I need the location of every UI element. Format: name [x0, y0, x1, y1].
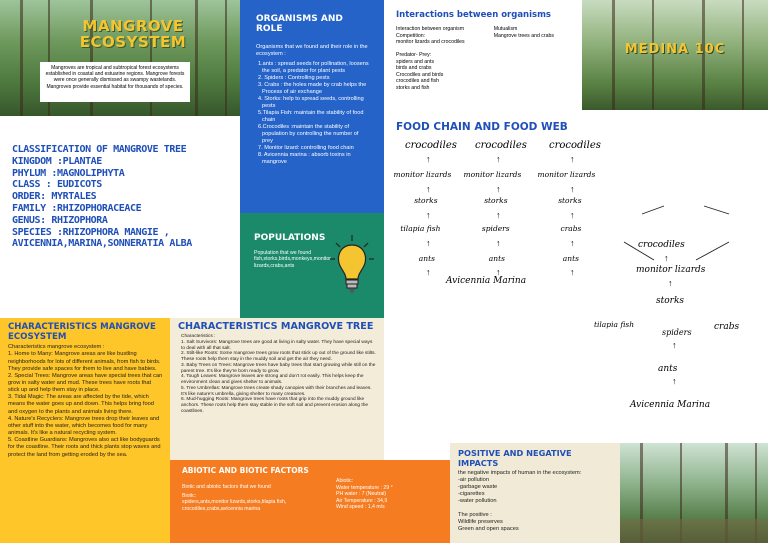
- food-chain-item: crabs: [560, 224, 582, 233]
- impacts-panel: [450, 443, 620, 543]
- up-arrow-icon: ↑: [496, 184, 501, 194]
- impact-line: -water pollution: [458, 498, 497, 504]
- classification-line: FAMILY :RHIZOPHORACEACE: [12, 202, 142, 214]
- up-arrow-icon: ↑: [570, 154, 575, 164]
- food-chain-item: storks: [484, 196, 508, 205]
- char-ecosystem-item: 2. Special Trees: Mangrove areas have special trees that can grow in salty water and mud. These trees have roots that stick up and help them stay in place.: [8, 372, 163, 394]
- abiotic-intro: Biotic and abiotic factors that we found: [182, 484, 271, 490]
- abiotic-title: ABIOTIC AND BIOTIC FACTORS: [182, 466, 309, 475]
- food-chain-item: tilapia fish: [400, 224, 441, 233]
- interaction-line: birds and crabs: [396, 65, 432, 71]
- impact-line: the negative impacts of human in the ecosystem:: [458, 470, 582, 476]
- food-chain-item: ants: [418, 254, 435, 263]
- interaction-line: Competition:: [396, 32, 426, 39]
- food-web-mid: monitor lizards: [636, 265, 706, 275]
- char-tree-panel: [170, 318, 384, 460]
- interaction-line: storks and fish: [396, 84, 430, 91]
- char-tree-item: 2. Stilt-like Roots: Some mangrove trees grow roots that stick up out of the ground like stilts. These roots help them stay in the muddy soil and get the air they need.: [181, 351, 376, 362]
- classification-list: [12, 144, 230, 250]
- populations-text: Population that we found fish,storks,birds,monkeys,monitor lizards,crabs,ants: [254, 250, 331, 269]
- food-chain-item: spiders: [481, 224, 510, 233]
- impact-line: [458, 505, 612, 512]
- impact-line: The positive :: [458, 512, 492, 518]
- biotic-text: spiders,ants,monitor lizards,storks,tilapia fish, crocodiles,crabs,avicennia marina: [182, 499, 287, 512]
- food-chain-item: storks: [558, 196, 582, 205]
- char-tree-title: CHARACTERISTICS MANGROVE TREE: [178, 321, 374, 332]
- interaction-line: Interaction between organism: [396, 26, 465, 32]
- up-arrow-icon: ↑: [496, 210, 501, 220]
- organism-item: 8. Avicennia marina : absorb toxins in mangrove: [258, 152, 351, 165]
- classification-line: CLASS : EUDICOTS: [12, 179, 102, 191]
- biotic-label: Biotic:: [182, 492, 197, 499]
- food-web-top: crocodiles: [638, 240, 685, 250]
- up-arrow-icon: ↑: [426, 184, 431, 194]
- food-web-storks: storks: [656, 296, 685, 306]
- char-tree-item: 1. Salt Survivors: Mangrove trees are good at living in salty water. They have special ways to deal with all that salt.: [181, 339, 373, 351]
- char-ecosystem-title: CHARACTERISTICS MANGROVE ECOSYSTEM: [8, 322, 156, 342]
- food-web-arrows: [384, 110, 768, 318]
- bottom-photo: [620, 443, 768, 543]
- food-chain-item: storks: [414, 196, 438, 205]
- populations-panel: [240, 213, 384, 318]
- food-chain-item: crocodiles: [475, 140, 527, 151]
- food-web-left: tilapia fish: [594, 320, 635, 329]
- food-web-ants: ants: [658, 364, 678, 374]
- hero-intro: Mangroves are tropical and subtropical forest ecosystems established in coastal and estuarine regions. Mangrove forests were once generally dismissed as swampy wastelands. Mangroves provide essential habitat for thousands of species.: [40, 62, 190, 102]
- up-arrow-icon: ↑: [496, 238, 501, 248]
- hero-title: [38, 18, 228, 50]
- interactions-col1: [396, 26, 484, 91]
- up-arrow-icon: ↑: [570, 210, 575, 220]
- char-ecosystem-item: 3. Tidal Magic: The areas are affected by the tide, which means the water goes up and down. This helps bring food and oxygen to the plants and animals living there.: [8, 394, 154, 415]
- abiotic-label: Abiotic:: [336, 478, 354, 484]
- up-arrow-icon: ↑: [672, 340, 677, 350]
- char-tree-item: 4. Tough Leaves: Mangrove leaves are strong and don't rot easily. This helps keep the environment clean and gives shelter to animals.: [181, 374, 364, 385]
- impacts-list: [458, 470, 612, 533]
- organism-item: 2. Spiders : Controlling pests: [258, 75, 330, 81]
- char-tree-item: 3. Baby Trees on Trees: Mangrove trees have baby trees that start growing while still on the parent tree. It's like they're born ready to grow.: [181, 362, 376, 374]
- interaction-line: Predator- Prey:: [396, 52, 432, 58]
- impact-line: Wildlife preserves: [458, 519, 503, 525]
- char-tree-item: Characteristics :: [181, 334, 216, 339]
- food-chain-item: monitor lizards: [393, 170, 452, 179]
- impact-line: -air pollution: [458, 477, 489, 483]
- interaction-line: Mangrove trees and crabs: [493, 32, 554, 39]
- class-label: MEDINA 10C: [624, 42, 726, 57]
- organisms-title: ORGANISMS AND ROLE: [256, 14, 343, 34]
- organism-item: 7. Monitor lizard: controlling food chain: [258, 145, 354, 151]
- up-arrow-icon: ↑: [664, 253, 669, 263]
- food-chain-item: crocodiles: [405, 140, 457, 151]
- char-ecosystem-item: Characteristics mangrove ecosystem :: [8, 344, 105, 351]
- impacts-title: POSITIVE AND NEGATIVE IMPACTS: [458, 448, 572, 468]
- interaction-line: crocodiles and fish: [396, 78, 439, 84]
- interactions-panel: [384, 0, 582, 110]
- interaction-line: spiders and ants: [396, 58, 435, 65]
- food-web-base: Avicennia Marina: [630, 400, 711, 410]
- impact-line: -garbage waste: [458, 484, 498, 490]
- abiotic-item: PH water : 7 (Neutral): [336, 491, 387, 498]
- abiotic-list: [336, 485, 432, 511]
- food-web-right: crabs: [714, 322, 740, 332]
- classification-line: ORDER: MYRTALES: [12, 191, 97, 203]
- abiotic-item: Wind speed : 1,4 m/s: [336, 504, 385, 511]
- food-chain-item: crocodiles: [549, 140, 601, 151]
- lightbulb-icon: [328, 233, 376, 301]
- interaction-line: Mutualism: [493, 26, 518, 32]
- interaction-line: monitor lizards and crocodiles: [396, 39, 465, 45]
- organism-item: 1.ants : spread seeds for pollination, loosens the soil, a predator for plant pests: [258, 61, 369, 74]
- up-arrow-icon: ↑: [672, 376, 677, 386]
- organisms-panel: [240, 0, 384, 213]
- char-ecosystem-item: 4. Nature's Recyclers: Mangrove trees drop their leaves and other stuff into the water, which becomes food for many animals. It's like a natural recycling system.: [8, 415, 160, 437]
- organism-item: 6.Crocodiles :maintain the stability of population by controlling the number of prey: [258, 124, 359, 144]
- classification-line: GENUS: RHIZOPHORA: [12, 214, 108, 226]
- classification-line: KINGDOM :PLANTAE: [12, 155, 102, 167]
- up-arrow-icon: ↑: [496, 154, 501, 164]
- impact-line: Green and open spaces: [458, 526, 519, 532]
- interaction-line: Crocodiles and birds: [396, 71, 444, 78]
- abiotic-item: Water temperature : 29 °: [336, 484, 393, 491]
- organism-item: 4. Storks: help to spread seeds, controlling pests: [258, 96, 364, 109]
- classification-line: CLASSIFICATION OF MANGROVE TREE: [12, 144, 187, 155]
- char-ecosystem-panel: [0, 318, 170, 543]
- organisms-list: [256, 61, 370, 166]
- classification-panel: [0, 116, 240, 318]
- food-chain-item: ants: [562, 254, 579, 263]
- hero-title-line2: ECOSYSTEM: [79, 33, 187, 51]
- organism-item: 3. Crabs : the holes made by crab helps the Process of air exchange: [258, 82, 367, 95]
- classification-line: SPECIES :RHIZOPHORA MANGIE ,: [12, 226, 170, 238]
- up-arrow-icon: ↑: [496, 267, 501, 277]
- up-arrow-icon: ↑: [426, 238, 431, 248]
- char-tree-item: 6. Mud-hugging Roots: Mangrove trees have roots that grip into the muddy ground like anchors. These roots help them stay stable in the soft soil and prevent erosion along the coastlines.: [181, 397, 369, 414]
- up-arrow-icon: ↑: [426, 154, 431, 164]
- hero-title-line1: MANGROVE: [82, 17, 184, 35]
- up-arrow-icon: ↑: [570, 267, 575, 277]
- classification-line: PHYLUM :MAGNOLIPHYTA: [12, 167, 125, 179]
- organisms-intro: Organisms that we found and their role in the ecosystem :: [256, 44, 368, 57]
- interactions-col2: [494, 26, 570, 91]
- food-chain-item: monitor lizards: [463, 170, 522, 179]
- char-ecosystem-item: 1. Home to Many: Mangrove areas are like bustling neighborhoods for lots of different animals, from fish to birds. They provide safe spaces for them to live and have babies.: [8, 351, 161, 372]
- char-ecosystem-list: [8, 344, 164, 459]
- interactions-title: Interactions between organisms: [396, 10, 551, 20]
- up-arrow-icon: ↑: [426, 210, 431, 220]
- food-chain-item: monitor lizards: [537, 170, 596, 179]
- char-tree-list: [178, 334, 376, 415]
- food-chain-base: Avicennia Marina: [446, 276, 527, 286]
- populations-title: POPULATIONS: [254, 233, 326, 243]
- abiotic-item: Air Temperature : 34,9: [336, 497, 388, 504]
- food-web-center: spiders: [662, 328, 692, 337]
- impact-line: -cigarettes: [458, 491, 485, 497]
- food-chain-item: ants: [488, 254, 505, 263]
- classification-line: AVICENNIA,MARINA,SONNERATIA ALBA: [12, 238, 192, 250]
- up-arrow-icon: ↑: [570, 184, 575, 194]
- char-tree-item: 5. Tree Umbrellas: Mangrove trees create shady canopies with their branches and leaves. It's like nature's umbrella, giving shelter to many creatures.: [181, 385, 372, 397]
- up-arrow-icon: ↑: [668, 278, 673, 288]
- up-arrow-icon: ↑: [570, 238, 575, 248]
- abiotic-panel: [170, 460, 450, 543]
- up-arrow-icon: ↑: [426, 267, 431, 277]
- char-ecosystem-item: 5. Coastline Guardians: Mangroves also act like bodyguards for the coastline. Their roots and thick plants stop waves and protect the land from getting eroded by the sea.: [8, 437, 161, 458]
- organism-item: 5.Tilapia Fish: maintain the stability of food chain: [258, 110, 364, 123]
- food-title: FOOD CHAIN AND FOOD WEB: [396, 121, 568, 133]
